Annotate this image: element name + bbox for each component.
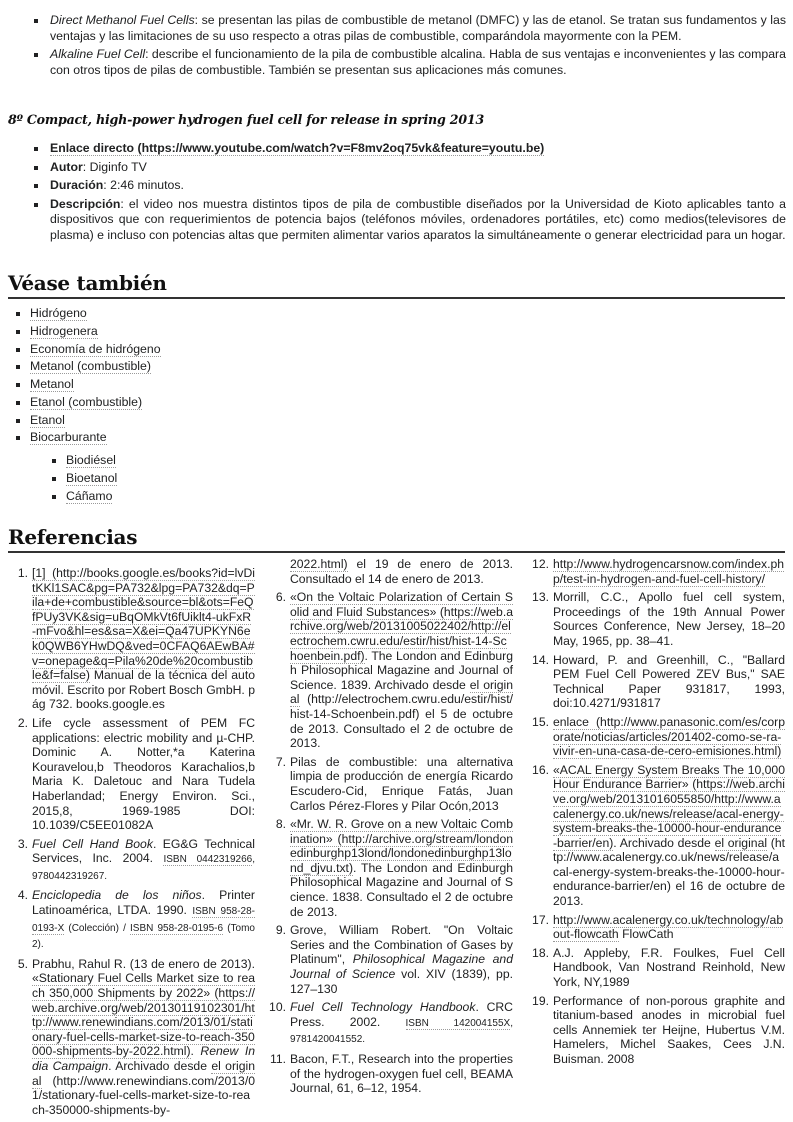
original-url[interactable]: (http://electrochem.cwru.edu/estir/hist/hist-14-Schoenbein.pdf) (290, 692, 513, 721)
video-description-item (32, 197, 786, 244)
reference-item (268, 1052, 513, 1096)
see-also-item (14, 342, 414, 358)
see-also-link-hidrogenera[interactable]: Hidrogenera (30, 323, 98, 338)
see-also-link-metanol-combustible[interactable]: Metanol (combustible) (30, 359, 151, 374)
see-also-link-bioetanol[interactable]: Bioetanol (66, 470, 118, 485)
reference-link[interactable]: [1] (http://books.google.es/books?id=lvDitKKl1SAC&pg=PA732&lpg=PA732&dq=Pila+de+combustible&source=bl&ots=FeQfPUy3VK&sig=uBqOMkVt6fUiklt4-ukFxR-mFvo&hl=es&sa=X&ei=Qa47UPKYN6ek0QWB6YHwDQ&ved=0CFAQ6AEwBA#v=onepage&q=Pila%20de%20combustible&f=false) (32, 566, 255, 683)
item-title: Alkaline Fuel Cell (50, 47, 146, 62)
reference-item (527, 913, 785, 942)
reference-text: Morrill, C.C., Apollo fuel cell system, Proceedings of the 19th Annual Power Sources Conference, New Jersey, 18–20 May, 1965, pp. 38–41. (553, 590, 785, 648)
reference-item (527, 653, 785, 711)
author-label: Autor (50, 159, 83, 174)
reference-number: 11. (269, 1052, 286, 1066)
references-column-1 (10, 566, 255, 1121)
reference-number: 6. (275, 590, 286, 605)
reference-text: Bacon, F.T., Research into the properties of the hydrogen-oxygen fuel cell, BEAMA Journal, 61, 6–12, 1954. (290, 1052, 513, 1096)
reference-body (32, 566, 255, 712)
reference-number: 15. (532, 714, 549, 729)
reference-number: 8. (275, 817, 286, 832)
reference-link[interactable]: «On the Voltaic Polarization of Certain Solid and Fluid Substances» (https://web.archive.org/web/20131005022402/http://electrochem.cwru.edu/estir/hist/hist-14-Schoenbein.pdf) (290, 590, 513, 663)
video-details-list (32, 141, 786, 247)
reference-number: 1. (17, 566, 28, 580)
see-also-link-etanol-combustible[interactable]: Etanol (combustible) (30, 394, 143, 409)
reference-title: Fuel Cell Hand Book (32, 836, 153, 851)
reference-item (527, 946, 785, 990)
isbn-text: , 9780442319267. (32, 854, 255, 882)
reference-item (527, 994, 785, 1067)
description-label: Descripción (50, 196, 121, 211)
see-also-item (14, 430, 414, 504)
see-also-item (14, 377, 414, 393)
item-text: : se presentan las pilas de combustible de metanol (DMFC) y las de etanol. Se tratan sus fundamentos y las ventajas y las limitaciones de su uso respecto a otras pilas de combustible, comparándola mayormente con la PEM. (50, 13, 787, 43)
publisher: Renew India Campaign (32, 1044, 255, 1073)
reference-item (527, 715, 785, 759)
reference-link[interactable]: http://www.acalenergy.co.uk/technology/about-flowcath (553, 912, 784, 942)
reference-body (290, 590, 513, 751)
reference-item (268, 590, 513, 751)
reference-item (10, 957, 255, 1118)
reference-body (290, 1000, 513, 1048)
reference-number: 5. (17, 956, 28, 971)
reference-text: . The London and Edinburgh Philosophical Magazine and Journal of Science. 1839. Archivado desde (290, 648, 513, 692)
original-link[interactable]: el original (290, 677, 514, 707)
reference-body (290, 557, 513, 586)
reference-item (527, 590, 785, 648)
reference-text: Pilas de combustible: una alternativa limpia de producción de energía Ricardo Escudero-Cid, Enrique Fatás, Juan Carlos Pérez-Flores y Pilar Ocón,2013 (290, 754, 513, 813)
original-link[interactable]: el original (714, 835, 768, 850)
reference-item (10, 888, 255, 952)
reference-body (32, 888, 255, 952)
references-column-2 (268, 557, 513, 1100)
reference-link[interactable]: enlace (http://www.panasonic.com/es/corporate/noticias/articles/201402-como-se-ra-vivir-en-una-casa-de-cero-emisiones.html) (553, 714, 785, 759)
original-url[interactable]: 2022.html) (290, 557, 348, 571)
see-also-link-hidrogeno[interactable]: Hidrógeno (30, 306, 87, 320)
reference-text: el 5 de octubre de 2013. Consultado el 2 de octubre de 2013. (290, 706, 513, 751)
see-also-item (14, 306, 414, 322)
video-link-item (32, 141, 786, 157)
isbn-link[interactable]: ISBN 142004155X (405, 1017, 511, 1029)
reference-link[interactable]: http://www.hydrogencarsnow.com/index.php/test-in-hydrogen-and-fuel-cell-history/ (553, 557, 785, 586)
video-heading: 8º Compact, high-power hydrogen fuel cell for release in spring 2013 (8, 112, 485, 127)
see-also-list (14, 306, 414, 506)
references-heading: Referencias (8, 525, 785, 553)
see-also-subitem (50, 453, 414, 469)
reference-item (527, 557, 785, 586)
reference-item (268, 817, 513, 919)
reference-text: Life cycle assessment of PEM FC applications: electric mobility and µ-CHP. Dominic A. Notter,*a Katerina Kouravelou,b Theodoros Karachalios,b Maria K. Daletouc and Nara Tudela Haberlandad; Energy Environ. Sci., 2015,8, 1969-1985 DOI: 10.1039/C5EE01082A (32, 715, 255, 833)
description-value: : el video nos muestra distintos tipos de pila de combustible diseñados por la Universidad de Kioto aplicables tanto a dispositivos que con requerimientos de potencia bajos (teléfonos móviles, ordenadores portátiles, etc) como medios(televisores de plasma) e incluso con potencias altas que permiten alimentar varios aparatos la simultáneamente o generar electricidad para un hogar. (50, 196, 786, 242)
reference-item (10, 566, 255, 712)
video-author-item (32, 160, 786, 176)
see-also-link-economia[interactable]: Economía de hidrógeno (30, 341, 161, 356)
reference-item (268, 755, 513, 813)
reference-title: Enciclopedia de los niños (32, 888, 202, 903)
reference-number: 4. (17, 888, 28, 903)
isbn-text: , 9781420041552. (290, 1017, 514, 1046)
reference-text: Grove, William Robert. "On Voltaic Series and the Combination of Gases by Platinum", (290, 923, 513, 967)
reference-link[interactable]: «ACAL Energy System Breaks The 10,000 Hour Endurance Barrier» (https://web.archive.org/web/20131016055850/http://www.acalenergy.co.uk/news/release/acal-energy-system-breaks-the-10000-hour-endurance-barrier/en) (553, 762, 785, 850)
reference-body (290, 923, 513, 996)
reference-number: 9. (275, 923, 286, 938)
reference-body (553, 913, 785, 942)
see-also-sublist (30, 453, 414, 504)
see-also-heading: Véase también (8, 271, 785, 299)
reference-text: Howard, P. and Greenhill, C., "Ballard PEM Fuel Cell Powered ZEV Bus," SAE Technical Paper 931817, 1993, doi:10.4271/931817 (553, 652, 785, 711)
see-also-item (14, 359, 414, 375)
reference-number: 13. (532, 590, 549, 605)
reference-text: . Archivado desde (613, 835, 715, 850)
reference-number: 14. (532, 652, 549, 667)
journal-title: Philosophical Magazine and Journal of Science (290, 952, 513, 982)
reference-number: 2. (17, 715, 28, 730)
reference-text: Prabhu, Rahul R. (13 de enero de 2013). (32, 956, 255, 971)
video-direct-link[interactable]: Enlace directo (https://www.youtube.com/watch?v=F8mv2oq75vk&feature=youtu.be) (50, 141, 545, 155)
reference-item (268, 923, 513, 996)
reference-number: 16. (532, 762, 549, 777)
duration-label: Duración (50, 178, 104, 193)
reference-link[interactable]: «Mr. W. R. Grove on a new Voltaic Combination» (http://archive.org/stream/londonedinburghp13lond/londonedinburghp13lond_djvu.txt) (290, 817, 513, 875)
reference-body: Prabhu, Rahul R. (13 de enero de 2013). «Stationary Fuel Cells Market size to reach 350,000 Shipments by 2022» (https://web.archive.org/web/20130119102301/http://www.renewindians.com/2013/01/stationary-fuel-cells-market-size-to-reach-350000-shipments-by-2022.html). Renew India Campaign. Archivado desde el original (http://www.renewindians.com/2013/01/stationary-fuel-cells-market-size-to-reach-350000-shipments-by- (32, 956, 255, 1117)
reference-text: vol. XIV (1839), pp. 127–130 (290, 967, 513, 996)
reference-text: A.J. Appleby, F.R. Foulkes, Fuel Cell Handbook, Van Nostrand Reinhold, New York, NY,1989 (553, 945, 785, 990)
author-value: : Diginfo TV (82, 159, 147, 174)
video-duration-item (32, 178, 786, 194)
documentary-list (32, 13, 786, 81)
original-link[interactable]: el original (32, 1059, 255, 1088)
reference-text: FlowCath (618, 927, 674, 942)
reference-text: Manual de la técnica del automóvil. Escrito por Robert Bosch GmbH. pág 732. books.google.es (32, 668, 255, 712)
reference-title: Fuel Cell Technology Handbook (290, 1000, 476, 1015)
reference-body (32, 837, 255, 885)
reference-number: 17. (532, 912, 549, 927)
reference-body (553, 557, 785, 586)
reference-number-spacer (268, 557, 290, 586)
references-column-3 (527, 557, 785, 1071)
reference-text: . Printer Latinoamérica, LTDA. 1990. (32, 888, 255, 918)
reference-item (268, 1000, 513, 1048)
reference-text: . EG&G Technical Services, Inc. 2004. (32, 836, 256, 866)
see-also-item (14, 324, 414, 340)
reference-number: 7. (275, 754, 286, 769)
reference-text: . CRC Press. 2002. (290, 1000, 513, 1029)
see-also-subitem (50, 489, 414, 505)
list-item-dmfc (32, 13, 786, 44)
isbn-note: (Tomo 2). (32, 922, 255, 951)
see-also-link-canamo[interactable]: Cáñamo (66, 488, 113, 503)
reference-body (290, 817, 513, 919)
isbn-link[interactable]: ISBN 958-28-0195-6 (130, 922, 224, 934)
reference-number: 3. (17, 836, 28, 851)
reference-body (553, 763, 785, 909)
isbn-link[interactable]: ISBN 0442319266 (163, 854, 253, 866)
reference-number: 19. (532, 993, 549, 1008)
duration-value: : 2:46 minutos. (103, 178, 184, 193)
reference-text: Performance of non-porous graphite and titanium-based anodes in microbial fuel cells Annemiek ter Heijne, Hubertus V.M. Hamelers, Michel Saakes, Cees J.N. Buisman. 2008 (553, 993, 785, 1066)
reference-text: el 16 de octubre de 2013. (553, 879, 785, 909)
reference-item-continued (268, 557, 513, 586)
see-also-item (14, 413, 414, 429)
original-url[interactable]: (http://www.renewindians.com/2013/01/stationary-fuel-cells-market-size-to-reach-350000-shipments-by- (32, 1073, 255, 1117)
original-url[interactable]: (http://www.acalenergy.co.uk/news/release/acal-energy-system-breaks-the-10000-hour-endurance-barrier/en) (553, 835, 785, 894)
reference-link[interactable]: «Stationary Fuel Cells Market size to reach 350,000 Shipments by 2022» (https://web.archive.org/web/20130119102301/http://www.renewindians.com/2013/01/stationary-fuel-cells-market-size-to-reach-350000-shipments-by-2022.html) (32, 971, 255, 1059)
item-text: : describe el funcionamiento de la pila de combustible alcalina. Habla de sus ventajas e inconvenientes y las compara con otros tipos de pilas de combustible. También se presentan sus aplicaciones más comunes. (50, 47, 786, 77)
reference-number: 10. (269, 1000, 286, 1015)
item-title: Direct Methanol Fuel Cells (50, 13, 195, 27)
reference-body (553, 715, 785, 759)
isbn-note: (Colección) / (64, 922, 130, 934)
reference-text: . Archivado desde (108, 1059, 212, 1073)
reference-item (527, 763, 785, 909)
see-also-link-biocarburante[interactable]: Biocarburante (30, 430, 107, 445)
see-also-link-biodiesel[interactable]: Biodiésel (66, 453, 116, 468)
isbn-link[interactable]: ISBN 958-28-0193-X (32, 906, 255, 934)
see-also-item (14, 395, 414, 411)
reference-text: el 19 de enero de 2013. Consultado el 14 de enero de 2013. (290, 557, 513, 586)
reference-number: 18. (532, 945, 549, 960)
reference-number: 12. (532, 557, 549, 571)
see-also-link-metanol[interactable]: Metanol (30, 377, 74, 392)
see-also-subitem (50, 471, 414, 487)
reference-item (10, 716, 255, 833)
reference-item (10, 837, 255, 885)
see-also-link-etanol[interactable]: Etanol (30, 412, 65, 427)
reference-text: . The London and Edinburgh Philosophical Magazine and Journal of Science. 1838. Consultado el 2 de octubre de 2013. (290, 860, 513, 919)
list-item-afc (32, 47, 786, 78)
